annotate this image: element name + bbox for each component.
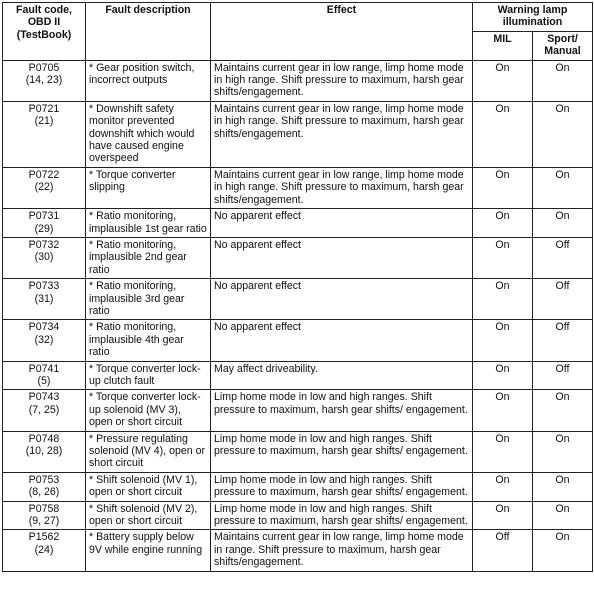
effect-cell: No apparent effect [211, 237, 473, 278]
fault-description-cell: * Gear position switch, incorrect outputs [86, 60, 211, 101]
effect-cell: Maintains current gear in low range, limp home mode in high range. Shift pressure to maximum, harsh gear shifts/engagement. [211, 101, 473, 167]
mil-cell: On [473, 167, 533, 208]
effect-cell: Maintains current gear in low range, limp home mode in range. Shift pressure to maximum, harsh gear shifts/engagement. [211, 530, 473, 571]
sport-manual-cell: Off [533, 237, 593, 278]
fault-code: P0734 [28, 321, 60, 334]
fault-code-cell [3, 209, 86, 238]
effect-cell: No apparent effect [211, 279, 473, 320]
fault-code-cell [3, 530, 86, 571]
fault-code-table [2, 2, 593, 572]
effect-cell: Maintains current gear in low range, limp home mode in high range. Shift pressure to maximum, harsh gear shifts/engagement. [211, 167, 473, 208]
table-row [3, 501, 593, 530]
header-effect: Effect [211, 3, 473, 61]
fault-description-cell: * Downshift safety monitor prevented downshift which would have caused engine overspeed [86, 101, 211, 167]
mil-cell: Off [473, 530, 533, 571]
table-row [3, 320, 593, 361]
fault-code-cell [3, 320, 86, 361]
effect-cell: No apparent effect [211, 320, 473, 361]
fault-code: P0722 [28, 168, 60, 181]
effect-cell: Maintains current gear in low range, limp home mode in high range. Shift pressure to maximum, harsh gear shifts/engagement. [211, 60, 473, 101]
testbook-code: (21) [34, 115, 54, 128]
fault-description-cell: * Ratio monitoring, implausible 3rd gear ratio [86, 279, 211, 320]
testbook-code: (30) [34, 251, 54, 264]
table-row [3, 431, 593, 472]
fault-code: P0705 [28, 61, 60, 74]
fault-code-cell [3, 101, 86, 167]
mil-cell: On [473, 237, 533, 278]
sport-manual-cell: On [533, 209, 593, 238]
testbook-code: (32) [34, 333, 54, 346]
fault-description-cell: * Battery supply below 9V while engine running [86, 530, 211, 571]
table-row [3, 472, 593, 501]
fault-description-cell: * Ratio monitoring, implausible 1st gear ratio [86, 209, 211, 238]
fault-description-cell: * Shift solenoid (MV 1), open or short circuit [86, 472, 211, 501]
mil-cell: On [473, 472, 533, 501]
fault-code: P0753 [28, 473, 60, 486]
fault-code-cell [3, 60, 86, 101]
mil-cell: On [473, 431, 533, 472]
table-row [3, 390, 593, 431]
sport-manual-cell: On [533, 431, 593, 472]
header-mil: MIL [473, 31, 533, 60]
mil-cell: On [473, 501, 533, 530]
fault-code-cell [3, 237, 86, 278]
table-row [3, 101, 593, 167]
fault-code-cell [3, 279, 86, 320]
sport-manual-cell: On [533, 167, 593, 208]
mil-cell: On [473, 390, 533, 431]
testbook-code: (7, 25) [28, 403, 60, 416]
mil-cell: On [473, 209, 533, 238]
fault-code-cell [3, 390, 86, 431]
table-row [3, 167, 593, 208]
effect-cell: Limp home mode in low and high ranges. Shift pressure to maximum, harsh gear shifts/ engagement. [211, 472, 473, 501]
testbook-code: (10, 28) [25, 445, 63, 457]
testbook-code: (31) [34, 292, 54, 305]
testbook-code: (9, 27) [28, 515, 60, 528]
fault-description-cell: * Torque converter lock-up clutch fault [86, 361, 211, 390]
fault-description-cell: * Pressure regulating solenoid (MV 4), open or short circuit [86, 431, 211, 472]
testbook-code: (5) [37, 374, 51, 387]
testbook-code: (8, 26) [28, 486, 60, 499]
fault-description-cell: * Ratio monitoring, implausible 4th gear ratio [86, 320, 211, 361]
sport-manual-cell: On [533, 472, 593, 501]
header-sport-manual: Sport/ Manual [533, 31, 593, 60]
table-row [3, 279, 593, 320]
fault-code-cell [3, 167, 86, 208]
mil-cell: On [473, 361, 533, 390]
sport-manual-cell: Off [533, 320, 593, 361]
testbook-code: (22) [34, 181, 54, 194]
testbook-code: (24) [34, 543, 54, 556]
table-row [3, 237, 593, 278]
fault-code: P1562 [28, 531, 60, 544]
effect-cell: Limp home mode in low and high ranges. Shift pressure to maximum, harsh gear shifts/ engagement. [211, 501, 473, 530]
sport-manual-cell: Off [533, 361, 593, 390]
effect-cell: Limp home mode in low and high ranges. Shift pressure to maximum, harsh gear shifts/ engagement. [211, 431, 473, 472]
header-warning-lamp: Warning lamp illumination [473, 3, 593, 32]
sport-manual-cell: On [533, 501, 593, 530]
sport-manual-cell: On [533, 60, 593, 101]
fault-code: P0743 [28, 391, 60, 404]
fault-code-cell [3, 431, 86, 472]
effect-cell: No apparent effect [211, 209, 473, 238]
table-row [3, 209, 593, 238]
fault-code: P0748 [28, 432, 60, 445]
sport-manual-cell: Off [533, 279, 593, 320]
fault-code: P0732 [28, 238, 60, 251]
mil-cell: On [473, 60, 533, 101]
sport-manual-cell: On [533, 390, 593, 431]
fault-description-cell: * Ratio monitoring, implausible 2nd gear ratio [86, 237, 211, 278]
effect-cell: Limp home mode in low and high ranges. Shift pressure to maximum, harsh gear shifts/ engagement. [211, 390, 473, 431]
fault-code: P0741 [28, 362, 60, 375]
table-row [3, 361, 593, 390]
fault-description-cell: * Shift solenoid (MV 2), open or short circuit [86, 501, 211, 530]
fault-code: P0721 [28, 102, 60, 115]
fault-code-cell [3, 472, 86, 501]
effect-cell: May affect driveability. [211, 361, 473, 390]
mil-cell: On [473, 320, 533, 361]
header-fault-code: Fault code, OBD II (TestBook) [3, 3, 86, 61]
fault-code-cell [3, 501, 86, 530]
mil-cell: On [473, 279, 533, 320]
table-row [3, 60, 593, 101]
fault-code: P0733 [28, 280, 60, 293]
fault-code: P0758 [28, 502, 60, 515]
fault-code: P0731 [28, 210, 60, 223]
fault-code-cell [3, 361, 86, 390]
fault-description-cell: * Torque converter slipping [86, 167, 211, 208]
fault-description-cell: * Torque converter lock-up solenoid (MV 3), open or short circuit [86, 390, 211, 431]
sport-manual-cell: On [533, 101, 593, 167]
testbook-code: (29) [34, 222, 54, 235]
sport-manual-cell: On [533, 530, 593, 571]
mil-cell: On [473, 101, 533, 167]
table-row [3, 530, 593, 571]
header-fault-description: Fault description [86, 3, 211, 61]
testbook-code: (14, 23) [25, 74, 63, 87]
